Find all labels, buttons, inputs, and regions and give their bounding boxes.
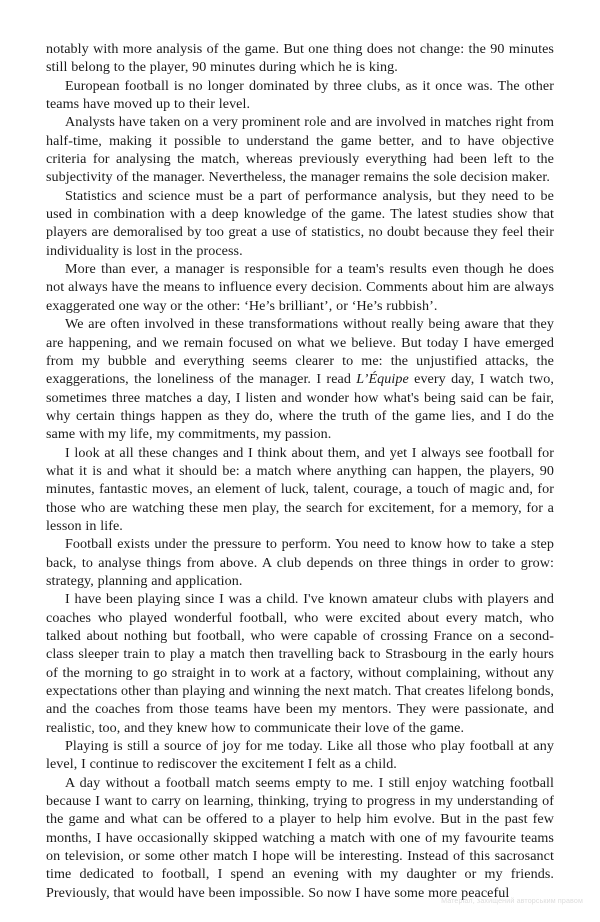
publication-title-lequipe: L’Équipe <box>356 371 409 388</box>
paragraph: notably with more analysis of the game. But one thing does not change: the 90 minutes still belong to the player, 90 minutes during which he is king. <box>46 41 554 76</box>
paragraph: A day without a football match seems empty to me. I still enjoy watching football because I want to carry on learning, thinking, trying to progress in my understanding of the game and what can be offered to a player to help him evolve. But in the past few months, I have occasionally skipped watching a match with one of my favourite teams on television, or some other match I hope will be interesting. Instead of this sacrosanct time dedicated to football, I spend an evening with my daughter or my friends. Previously, that would have been impossible. So now I have some more peaceful <box>46 774 554 901</box>
paragraph: I have been playing since I was a child. I've known amateur clubs with players and coaches who played wonderful football, who were excited about every match, who talked about nothing but football, who were capable of crossing France on a second-class sleeper train to play a match then travelling back to Strasbourg in the early hours of the morning to go straight in to work at a factory, without complaining, without any expectations other than playing and winning the next match. That creates lifelong bonds, and the coaches from those teams have been my mentors. They were passionate, and realistic, too, and they knew how to communicate their love of the game. <box>46 591 554 736</box>
paragraph: European football is no longer dominated by three clubs, as it once was. The other teams have moved up to their level. <box>46 77 554 113</box>
copyright-watermark: Матеріал, захищений авторським правом <box>441 897 583 905</box>
paragraph: Football exists under the pressure to perform. You need to know how to take a step back, to analyse things from above. A club depends on three things in order to grow: strategy, planning and application. <box>46 536 554 589</box>
paragraph-text-before-title: We are often involved in these transformations without really being aware that they are happening, and we remain focused on what we believe. But today I have emerged from my bubble and everything seems clearer to me: the unjustified attacks, the exaggerations, the loneliness of the manager. I read <box>46 316 554 388</box>
paragraph: Statistics and science must be a part of performance analysis, but they need to be used in combination with a deep knowledge of the game. The latest studies show that players are demoralised by too great a use of statistics, no doubt because they feel their individuality is lost in the process. <box>46 187 554 259</box>
paragraph: I look at all these changes and I think about them, and yet I always see football for what it is and what it should be: a match where anything can happen, the players, 90 minutes, fantastic moves, an element of luck, talent, courage, a touch of magic and, for those who are watching these men play, the search for excitement, for a memory, for a lesson in life. <box>46 444 554 534</box>
paragraph: Analysts have taken on a very prominent role and are involved in matches right from half-time, making it possible to understand the game better, and to have objective criteria for analysing the match, whereas previously everything had been left to the subjectivity of the manager. Nevertheless, the manager remains the sole decision maker. <box>46 114 554 186</box>
paragraph: Playing is still a source of joy for me today. Like all those who play football at any level, I continue to rediscover the excitement I felt as a child. <box>46 738 554 773</box>
paragraph-with-italic-title <box>46 315 554 443</box>
paragraph: More than ever, a manager is responsible for a team's results even though he does not always have the means to influence every decision. Comments about him are always exaggerated one way or the other: ‘He’s brilliant’, or ‘He’s rubbish’. <box>46 261 554 314</box>
paragraph-text-after-title: every day, I watch two, sometimes three matches a day, I listen and wonder how what's being said can be fair, why certain things happen as they do, where the truth of the game lies, and I do the same with my life, my commitments, my passion. <box>46 371 555 443</box>
body-text-column <box>46 40 554 902</box>
